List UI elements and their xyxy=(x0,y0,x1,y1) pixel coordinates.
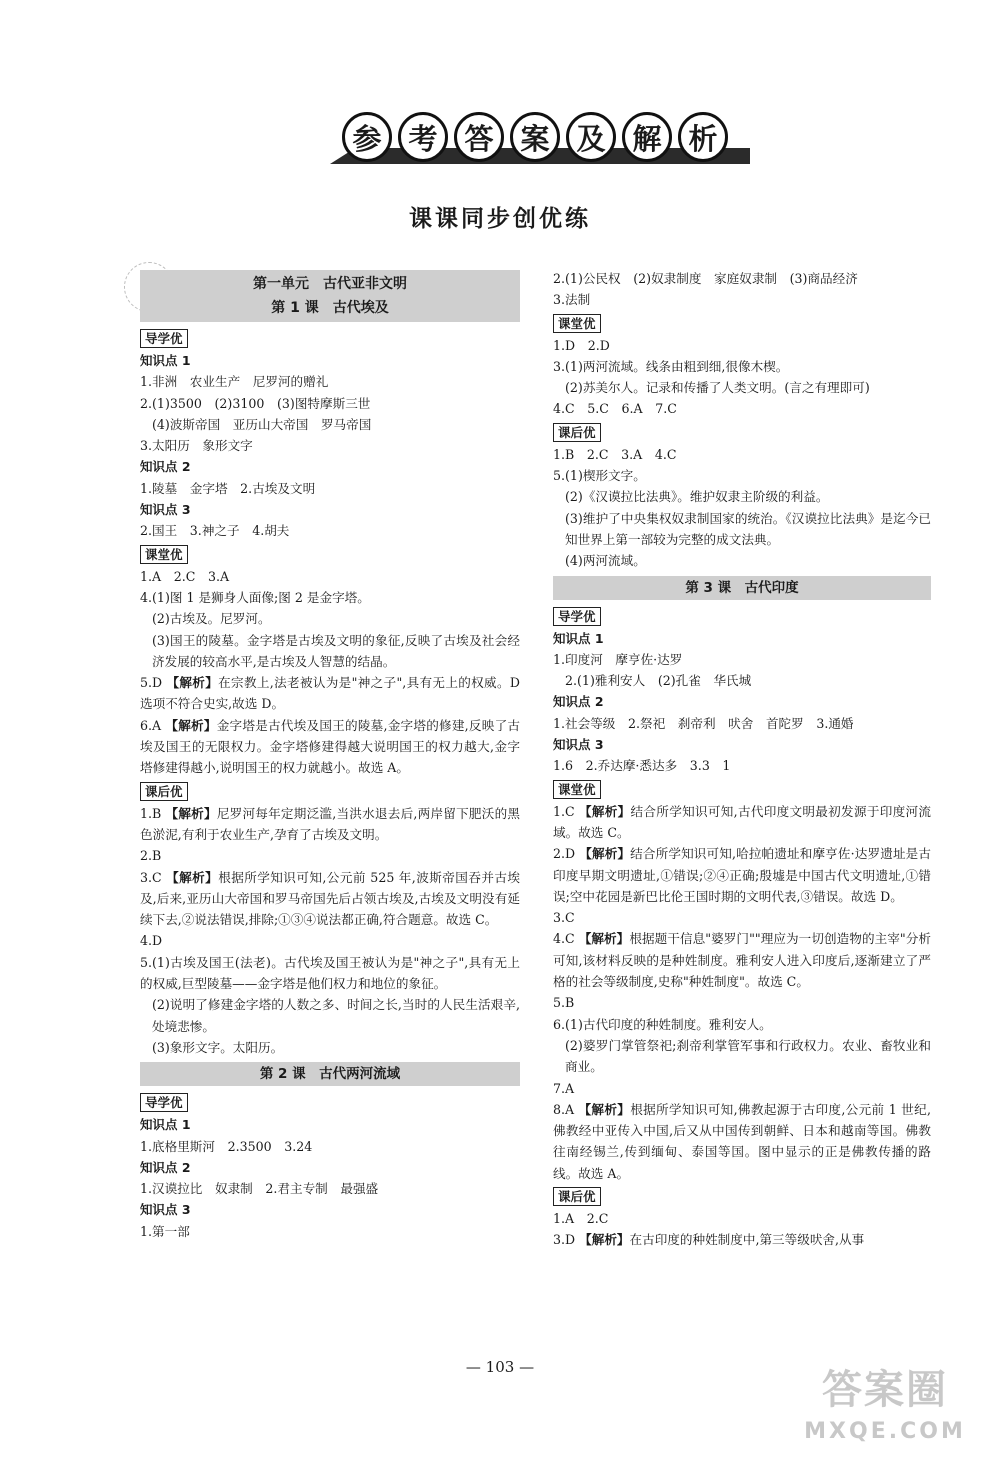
knowledge-point-label: 知识点 1 xyxy=(140,353,191,368)
banner-char: 答 xyxy=(454,112,504,162)
knowledge-point-label: 知识点 1 xyxy=(140,1117,191,1133)
analysis-text: 根据题干信息"婆罗门""理应为一切创造物的主宰"分析可知,该材料反映的是种姓制度。雅利安人进入印度后,逐渐建立了严格的社会等级制度,史称"种姓制度"。故选 C。 xyxy=(553,931,931,990)
knowledge-point-label: 知识点 3 xyxy=(140,1202,191,1218)
answer-line: 3.C xyxy=(553,910,575,926)
knowledge-point-label: 知识点 1 xyxy=(553,630,604,646)
banner-char: 案 xyxy=(510,112,560,162)
answer-line: 4.(1)图 1 是狮身人面像;图 2 是金字塔。 xyxy=(140,589,370,605)
section-tag: 课堂优 xyxy=(553,780,601,799)
answer-line: 1.D 2.D xyxy=(553,337,610,353)
answer-paragraph xyxy=(553,1229,931,1250)
answer-line: 5.B xyxy=(553,995,575,1011)
answer-key: 4.C xyxy=(553,931,575,947)
answer-line: 7.A xyxy=(553,1080,575,1096)
section-tag: 导学优 xyxy=(140,1093,188,1112)
unit-header xyxy=(140,270,520,322)
answer-line: (4)波斯帝国 亚历山大帝国 罗马帝国 xyxy=(152,416,372,432)
analysis-text: 金字塔是古代埃及国王的陵墓,金字塔的修建,反映了古埃及国王的无限权力。金字塔修建得越大说明国王的权力越大,金字塔修建得越小,说明国王的权力就越小。故选 A。 xyxy=(140,717,521,776)
answer-line: 3.(1)两河流域。线条由粗到细,很像木楔。 xyxy=(553,358,789,374)
left-column xyxy=(140,268,520,1242)
analysis-text: 尼罗河每年定期泛滥,当洪水退去后,两岸留下肥沃的黑色淤泥,有利于农业生产,孕育了古埃及文明。 xyxy=(140,805,520,842)
knowledge-point-label: 知识点 2 xyxy=(140,1159,191,1175)
right-column xyxy=(553,268,931,1251)
watermark-logo xyxy=(790,1363,980,1463)
answer-line: 1.社会等级 2.祭祀 刹帝利 吠舍 首陀罗 3.通婚 xyxy=(553,715,854,731)
answer-line: 1.汉谟拉比 奴隶制 2.君主专制 最强盛 xyxy=(140,1181,379,1197)
answer-line: 3.法制 xyxy=(553,292,591,308)
analysis-label: 【解析】 xyxy=(578,803,631,819)
section-tag: 导学优 xyxy=(553,607,601,626)
section-subtitle: 课课同步创优练 xyxy=(409,206,591,232)
analysis-text: 根据所学知识可知,公元前 525 年,波斯帝国吞并古埃及,后来,亚历山大帝国和罗马帝国先后占领古埃及,古埃及文明没有延续下去,②说法错误,排除;①③④说法都正确,符合题意。故选 C。 xyxy=(140,869,520,928)
answer-line: 1.6 2.乔达摩·悉达多 3.3 1 xyxy=(553,758,731,774)
section-tag: 课堂优 xyxy=(553,314,601,333)
analysis-label: 【解析】 xyxy=(578,1101,631,1117)
answer-key: 3.C xyxy=(140,869,162,885)
banner-char: 析 xyxy=(678,112,728,162)
answer-paragraph xyxy=(140,803,520,846)
section-tag: 课堂优 xyxy=(140,545,188,564)
answer-paragraph xyxy=(553,1099,931,1184)
knowledge-point-label: 知识点 2 xyxy=(553,694,604,710)
lesson-title: 第 2 课 古代两河流域 xyxy=(140,1062,520,1086)
answer-line: 1.A 2.C xyxy=(553,1210,609,1226)
answer-line: 4.D xyxy=(140,933,163,949)
section-tag: 导学优 xyxy=(140,329,188,348)
answer-paragraph: (3)维护了中央集权奴隶制国家的统治。《汉谟拉比法典》是迄今已知世界上第一部较为完整的成文法典。 xyxy=(565,510,931,547)
answer-key: 1.B xyxy=(140,805,162,821)
answer-key: 1.C xyxy=(553,803,575,819)
watermark-url: MXQE.COM xyxy=(804,1419,966,1444)
answer-line: 2.(1)公民权 (2)奴隶制度 家庭奴隶制 (3)商品经济 xyxy=(553,271,858,286)
answer-line: 1.底格里斯河 2.3500 3.24 xyxy=(140,1138,313,1154)
answer-line: 5.(1)楔形文字。 xyxy=(553,468,646,484)
title-banner xyxy=(330,112,750,170)
answer-line: 1.陵墓 金字塔 2.古埃及文明 xyxy=(140,480,316,496)
analysis-text: 结合所学知识可知,哈拉帕遗址和摩亨佐·达罗遗址是古印度早期文明遗址,①错误;②④正确;殷墟是中国古代文明遗址,①错误;空中花园是新巴比伦王国时期的文明代表,③错误。故选 D。 xyxy=(553,846,931,904)
analysis-text: 在宗教上,法老被认为是"神之子",具有无上的权威。D 选项不符合史实,故选 D。 xyxy=(140,675,520,712)
answer-line: 2.(1)雅利安人 (2)孔雀 华氏城 xyxy=(565,673,752,689)
answer-line: 2.(1)3500 (2)3100 (3)图特摩斯三世 xyxy=(140,395,371,411)
knowledge-point-label: 知识点 3 xyxy=(140,502,191,518)
answer-line: (2)古埃及。尼罗河。 xyxy=(152,611,271,627)
analysis-label: 【解析】 xyxy=(579,1232,630,1248)
analysis-text: 根据所学知识可知,佛教起源于古印度,公元前 1 世纪,佛教经中亚传入中国,后又从中国传到朝鲜、日本和越南等国。佛教往南经锡兰,传到缅甸、泰国等国。图中显示的正是佛教传播的路线。故选 A。 xyxy=(553,1101,932,1181)
answer-key: 8.A xyxy=(553,1101,575,1117)
answer-line: (2)苏美尔人。记录和传播了人类文明。(言之有理即可) xyxy=(565,380,870,396)
answer-line: 2.国王 3.神之子 4.胡夫 xyxy=(140,523,290,539)
banner-char: 及 xyxy=(566,112,616,162)
answer-paragraph xyxy=(140,672,520,715)
banner-characters xyxy=(342,112,728,162)
answer-line: 3.太阳历 象形文字 xyxy=(140,438,253,454)
answer-key: 3.D xyxy=(553,1232,576,1248)
unit-title: 第一单元 古代亚非文明 xyxy=(253,276,407,292)
lesson-title: 第 1 课 古代埃及 xyxy=(271,300,389,316)
analysis-label: 【解析】 xyxy=(165,805,217,821)
answer-line: 1.非洲 农业生产 尼罗河的赠礼 xyxy=(140,374,329,390)
answer-key: 6.A xyxy=(140,717,162,733)
answer-paragraph xyxy=(553,928,931,992)
analysis-label: 【解析】 xyxy=(578,931,630,947)
answer-paragraph: 5.(1)古埃及国王(法老)。古代埃及国王被认为是"神之子",具有无上的权威,巨型陵墓——金字塔是他们权力和地位的象征。 xyxy=(140,954,520,992)
analysis-label: 【解析】 xyxy=(579,846,631,862)
analysis-label: 【解析】 xyxy=(166,675,219,691)
answer-paragraph xyxy=(140,867,520,931)
analysis-text: 结合所学知识可知,古代印度文明最初发源于印度河流域。故选 C。 xyxy=(553,803,931,840)
answer-line: (2)《汉谟拉比法典》。维护奴隶主阶级的利益。 xyxy=(565,489,829,505)
analysis-text: 在古印度的种姓制度中,第三等级吠舍,从事 xyxy=(629,1232,865,1248)
answer-line: 6.(1)古代印度的种姓制度。雅利安人。 xyxy=(553,1016,772,1032)
answer-paragraph xyxy=(553,801,931,844)
banner-char: 解 xyxy=(622,112,672,162)
knowledge-point-label: 知识点 2 xyxy=(140,459,191,475)
answer-paragraph: (2)说明了修建金字塔的人数之多、时间之长,当时的人民生活艰辛,处境悲惨。 xyxy=(152,997,520,1034)
section-tag: 课后优 xyxy=(553,1187,601,1206)
answer-line: (3)象形文字。太阳历。 xyxy=(152,1039,284,1055)
page-number: — 103 — xyxy=(465,1358,535,1376)
watermark-text: 答案圈 xyxy=(822,1367,948,1413)
answer-line: 2.B xyxy=(140,848,162,864)
answer-key: 5.D xyxy=(140,675,163,691)
answer-line: 1.B 2.C 3.A 4.C xyxy=(553,446,677,462)
answer-line: 1.印度河 摩亨佐·达罗 xyxy=(553,651,683,667)
answer-line: 1.第一部 xyxy=(140,1223,190,1239)
knowledge-point-label: 知识点 3 xyxy=(553,737,604,753)
banner-char: 参 xyxy=(342,112,392,162)
answer-line: 1.A 2.C 3.A xyxy=(140,568,230,584)
answer-paragraph: (3)国王的陵墓。金字塔是古埃及文明的象征,反映了古埃及社会经济发展的较高水平,是古埃及人智慧的结晶。 xyxy=(152,632,520,669)
banner-char: 考 xyxy=(398,112,448,162)
answer-paragraph xyxy=(553,843,931,907)
section-tag: 课后优 xyxy=(553,423,601,442)
answer-paragraph: (2)婆罗门掌管祭祀;刹帝利掌管军事和行政权力。农业、畜牧业和商业。 xyxy=(565,1037,931,1075)
answer-key: 2.D xyxy=(553,846,576,862)
section-tag: 课后优 xyxy=(140,782,188,801)
lesson-title: 第 3 课 古代印度 xyxy=(553,576,931,600)
answer-line: (4)两河流域。 xyxy=(565,553,646,569)
analysis-label: 【解析】 xyxy=(166,869,219,885)
analysis-label: 【解析】 xyxy=(165,717,217,733)
answer-line: 4.C 5.C 6.A 7.C xyxy=(553,401,677,417)
answer-paragraph xyxy=(140,715,520,779)
